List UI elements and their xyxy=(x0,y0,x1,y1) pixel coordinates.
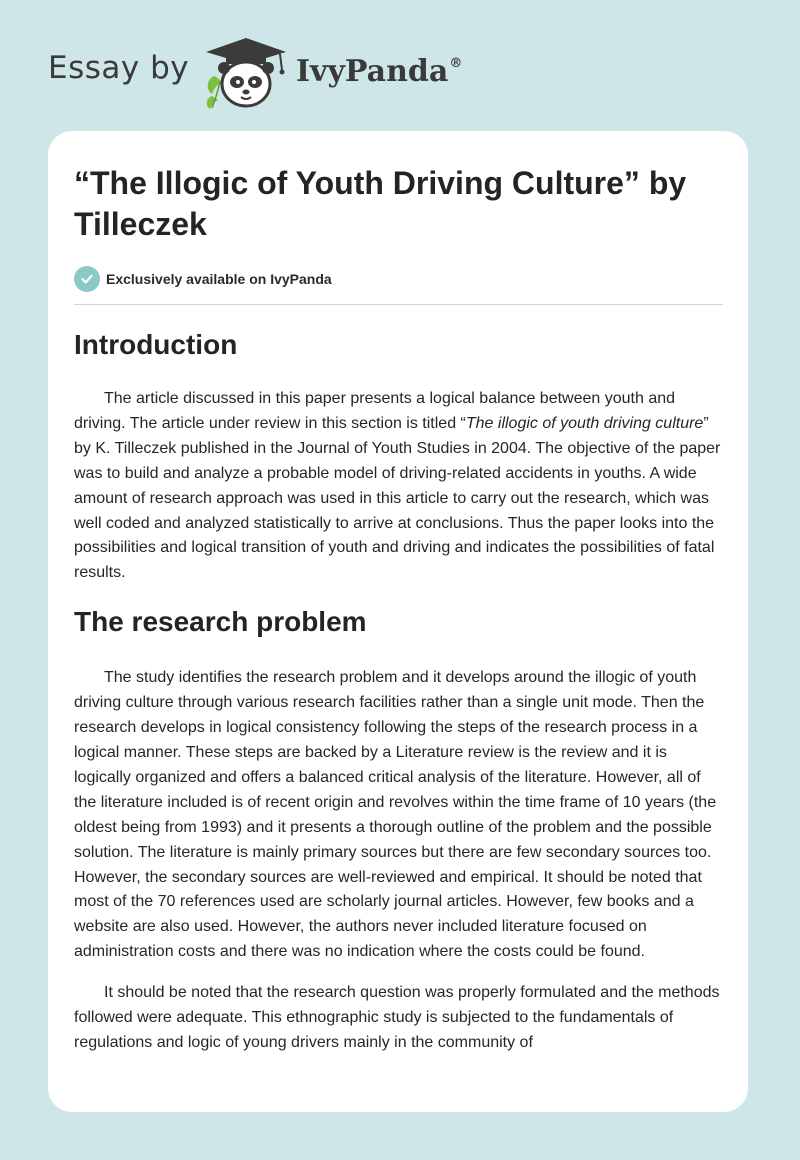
paragraph: It should be noted that the research question was properly formulated and the methods followed were adequate. This ethnographic study is subjected to the fundamentals of regulations and logic of young drivers mainly in the community of xyxy=(74,984,720,1051)
divider xyxy=(74,304,723,305)
section-heading-introduction: Introduction xyxy=(74,329,238,360)
panda-logo-icon[interactable] xyxy=(200,36,292,110)
site-header xyxy=(0,0,800,130)
brand-name[interactable]: IvyPanda® xyxy=(296,54,463,89)
paragraph: The study identifies the research problem and it develops around the illogic of youth driving culture through various research facilities rather than a single unit mode. Then the research develops in logical consistency following the steps of the research process in a logical manner. These steps are backed by a Literature review is the review and it is logically organized and offers a balanced critical analysis of the literature. However, all of the literature included is of recent origin and revolves within the time frame of 10 years (the oldest being from 1993) and it presents a thorough outline of the problem and the possible solution. The literature is mainly primary sources but there are few secondary sources too. However, the secondary sources are well-reviewed and empirical. It should be noted that most of the 70 references used are scholarly journal articles. However, few books and a website are also used. However, the authors never included literature focused on administration costs and there was no indication where the costs could be found. xyxy=(74,669,717,961)
exclusive-badge xyxy=(74,265,722,293)
section-heading-research-problem: The research problem xyxy=(74,606,367,638)
article-title: “The Illogic of Youth Driving Culture” by Tilleczek xyxy=(74,165,687,242)
article-card xyxy=(48,131,748,1112)
check-circle-icon xyxy=(74,266,100,292)
paragraph: The article discussed in this paper presents a logical balance between youth and driving. The article under review in this section is titled “The illogic of youth driving culture” by K. Tilleczek published in the Journal of Youth Studies in 2004. The objective of the paper was to build and analyze a probable model of driving-related accidents in youths. A wide amount of research approach was used in this article to carry out the research, which was well coded and analyzed statistically to arrive at conclusions. Thus the paper looks into the possibilities and logical transition of youth and driving and indicates the possibilities of fatal results. xyxy=(74,390,721,582)
essay-by-label: Essay by xyxy=(48,50,190,86)
exclusive-label: Exclusively available on IvyPanda xyxy=(106,271,332,287)
